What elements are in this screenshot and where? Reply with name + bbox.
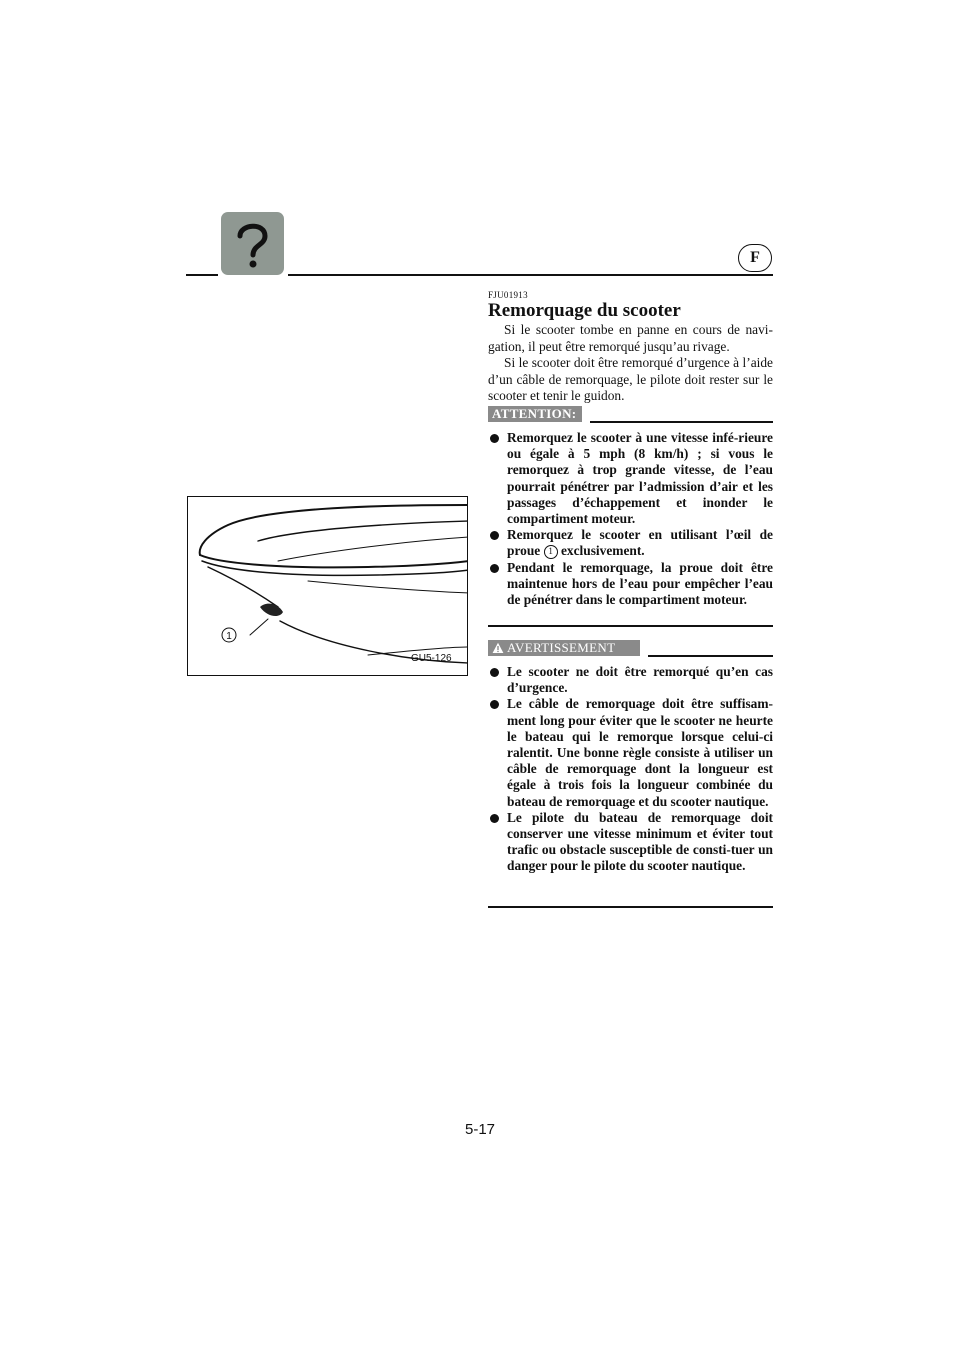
- warning-rule: [648, 655, 773, 657]
- warning-end-rule: [488, 906, 773, 908]
- header-rule-right: [288, 274, 773, 276]
- bow-eye-illustration: [187, 496, 468, 676]
- section-title: Remorquage du scooter: [488, 300, 681, 321]
- warning-list: [488, 664, 773, 875]
- attention-item: Remorquez le scooter à une vitesse infé-rieure ou égale à 5 mph (8 km/h) ; si vous le remorquez à trop grande vitesse, de l’eau pourrait pénétrer par l’admission d’air et les passages d’échappement et inonder le compartiment moteur.: [488, 430, 773, 527]
- intro-paragraph-2: Si le scooter doit être remorqué d’urgence à l’aide d’un câble de remorquage, le pilote doit rester sur le scooter et tenir le guidon.: [488, 355, 773, 403]
- page-number: 5-17: [464, 1121, 496, 1138]
- language-badge: F: [738, 244, 772, 272]
- attention-item: Pendant le remorquage, la proue doit être maintenue hors de l’eau pour empêcher l’eau de pénétrer dans le compartiment moteur.: [488, 560, 773, 609]
- bullet-icon: [490, 531, 499, 540]
- bullet-icon: [490, 564, 499, 573]
- attention-end-rule: [488, 625, 773, 627]
- attention-item: Remorquez le scooter en utilisant l’œil de proue 1 exclusivement.: [488, 527, 773, 559]
- bullet-icon: [490, 434, 499, 443]
- warning-label: AVERTISSEMENT: [488, 640, 640, 656]
- header-rule-left: [186, 274, 218, 276]
- warning-item: Le câble de remorquage doit être suffisam-ment long pour éviter que le scooter ne heurte le bateau qui le remorque lorsque celui-ci ralentit. Une bonne règle consiste à utiliser un câble de remorquage dont la longueur est égale à trois fois la longueur combinée du bateau de remorquage et du scooter nautique.: [488, 696, 773, 809]
- attention-rule: [590, 421, 773, 423]
- question-mark-icon: [221, 212, 284, 275]
- callout-number: 1: [544, 545, 558, 559]
- warning-item: Le pilote du bateau de remorquage doit conserver une vitesse minimum et éviter tout trafic ou obstacle susceptible de consti-tuer un danger pour le pilote du scooter nautique.: [488, 810, 773, 875]
- section-code: FJU01913: [488, 290, 528, 300]
- intro-paragraph-1: Si le scooter tombe en panne en cours de navi-gation, il peut être remorqué jusqu’au rivage.: [488, 322, 773, 354]
- warning-item: Le scooter ne doit être remorqué qu’en cas d’urgence.: [488, 664, 773, 696]
- warning-triangle-icon: [492, 642, 504, 654]
- attention-list: [488, 430, 773, 608]
- attention-label: ATTENTION:: [488, 406, 582, 422]
- figure-code: GU5-126: [411, 653, 452, 664]
- bullet-icon: [490, 814, 499, 823]
- bullet-icon: [490, 668, 499, 677]
- bullet-icon: [490, 700, 499, 709]
- figure-callout: 1: [226, 631, 232, 642]
